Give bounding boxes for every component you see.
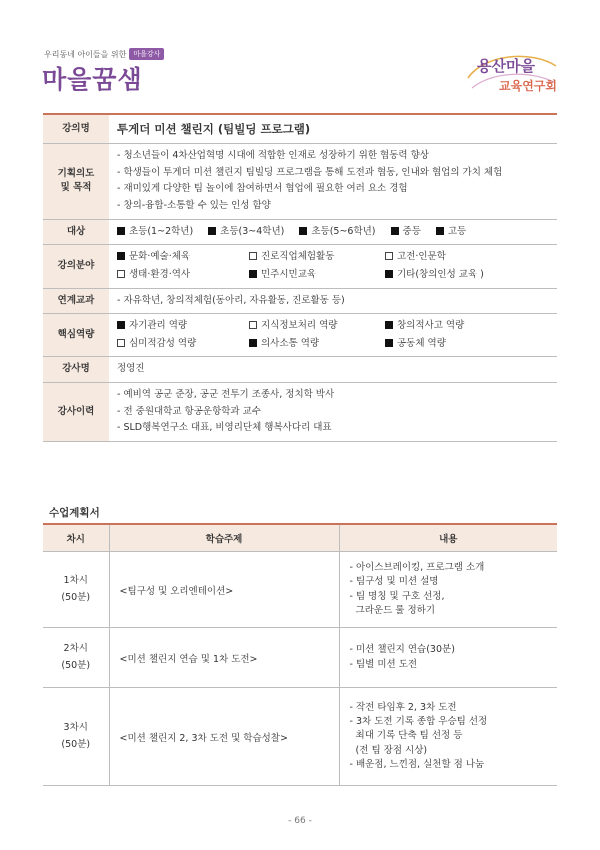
session-duration: (50분): [61, 659, 91, 671]
competency-option[interactable]: [117, 336, 249, 353]
logo-line-1: 용산마을: [477, 57, 535, 75]
checkbox-icon: [208, 227, 216, 235]
competency-option-label: 지식정보처리 역량: [261, 320, 338, 332]
content-line: - 팀 명칭 및 구호 선정,: [349, 590, 445, 602]
checkbox-icon: [391, 227, 399, 235]
checkbox-icon: [385, 321, 393, 329]
field-row: [43, 245, 557, 288]
checkbox-icon: [385, 252, 393, 260]
target-row: [43, 219, 557, 245]
field-option-label: 민주시민교육: [261, 268, 317, 280]
instructor-name: 정영진: [109, 357, 557, 383]
competency-label: 핵심역량: [43, 314, 109, 357]
table-row: [43, 552, 557, 628]
village-education-logo: [462, 48, 562, 100]
target-options: [109, 219, 557, 245]
target-option[interactable]: [436, 224, 466, 241]
column-header-topic: 학습주제: [109, 524, 339, 552]
field-options: [109, 245, 557, 288]
checkbox-icon: [117, 270, 125, 278]
target-option-label: 초등(3~4학년): [220, 225, 285, 237]
target-option-label: 초등(1~2학년): [129, 225, 194, 237]
content-line: - 작전 타임후 2, 3차 도전: [349, 701, 457, 713]
content-line: - 팀구성 및 미션 설명: [349, 576, 439, 588]
target-option[interactable]: [117, 224, 193, 241]
session-number: 1차시: [63, 574, 88, 586]
field-option[interactable]: [249, 249, 385, 266]
course-title-row: [43, 114, 557, 144]
instructor-row: [43, 357, 557, 383]
career-row: [43, 383, 557, 442]
content-line: 그라운드 룰 정하기: [349, 604, 435, 616]
content-line: - 미션 챌린지 연습(30분): [349, 644, 455, 656]
content-line: - 3차 도전 기록 종합 우승팀 선정: [349, 716, 488, 728]
header: [42, 44, 562, 104]
session-cell: [43, 688, 109, 786]
checkbox-icon: [117, 227, 125, 235]
field-option[interactable]: [117, 267, 249, 284]
column-header-session: 차시: [43, 524, 109, 552]
purpose-item: - 학생들이 투게더 미션 챌린지 팀빌딩 프로그램을 통해 도전과 협동, 인내와 협업의 가치 체험: [117, 166, 503, 178]
career-item: - 전 중원대학교 항공운항학과 교수: [117, 405, 261, 417]
field-label: 강의분야: [43, 245, 109, 288]
table-row: [43, 628, 557, 688]
checkbox-icon: [117, 339, 125, 347]
table-row: [43, 688, 557, 786]
session-cell: [43, 552, 109, 628]
header-badge: 마을강사: [129, 48, 164, 60]
checkbox-icon: [299, 227, 307, 235]
competency-option-label: 자기관리 역량: [129, 320, 188, 332]
checkbox-icon: [249, 270, 257, 278]
checkbox-icon: [385, 270, 393, 278]
content-line: 최대 기록 단축 팀 선정 등: [349, 730, 463, 742]
field-option[interactable]: [117, 249, 249, 266]
career-item: - SLD행복연구소 대표, 비영리단체 행복사다리 대표: [117, 422, 332, 434]
course-info-table: [43, 113, 557, 442]
target-option-label: 중등: [402, 225, 421, 237]
target-option[interactable]: [208, 224, 284, 241]
field-option-label: 생태·환경·역사: [129, 268, 191, 280]
target-label: 대상: [43, 219, 109, 245]
checkbox-icon: [436, 227, 444, 235]
content-line: - 팀별 미션 도전: [349, 658, 418, 670]
career-list: [109, 383, 557, 442]
checkbox-icon: [385, 339, 393, 347]
field-option-label: 진로직업체험활동: [261, 251, 335, 263]
target-option-label: 초등(5~6학년): [311, 225, 376, 237]
competency-option[interactable]: [249, 336, 385, 353]
topic-cell: <미션 챌린지 연습 및 1차 도전>: [109, 628, 339, 688]
purpose-list: [109, 144, 557, 220]
subject-row: [43, 288, 557, 314]
purpose-item: - 청소년들이 4차산업혁명 시대에 적합한 인재로 성장하기 위한 협동력 향상: [117, 150, 429, 162]
content-line: - 아이스브레이킹, 프로그램 소개: [349, 562, 485, 573]
purpose-label: [43, 144, 109, 220]
checkbox-icon: [249, 252, 257, 260]
field-option[interactable]: [385, 267, 549, 284]
competency-option-label: 창의적사고 역량: [397, 320, 465, 332]
career-label: 강사이력: [43, 383, 109, 442]
page-number: - 66 -: [288, 816, 312, 826]
content-line: - 배운점, 느낀점, 실천할 점 나눔: [349, 758, 485, 770]
purpose-item: - 재미있게 다양한 팀 놀이에 참여하면서 협업에 필요한 여러 요소 경험: [117, 183, 408, 195]
checkbox-icon: [117, 252, 125, 260]
header-title: 마을꿈샘: [42, 65, 143, 94]
session-duration: (50분): [61, 591, 91, 603]
subject-value: - 자유학년, 창의적체험(동아리, 자유활동, 진로활동 등): [109, 288, 557, 314]
header-subtitle: [44, 48, 164, 60]
field-option[interactable]: [249, 267, 385, 284]
field-option[interactable]: [385, 249, 549, 266]
session-number: 3차시: [63, 721, 88, 733]
competency-option-label: 의사소통 역량: [261, 337, 320, 349]
competency-option-label: 공동체 역량: [397, 337, 446, 349]
topic-cell: <미션 챌린지 2, 3차 도전 및 학습성찰>: [109, 688, 339, 786]
competency-option[interactable]: [117, 318, 249, 335]
target-option[interactable]: [299, 224, 375, 241]
purpose-label-line-1: 기획의도: [57, 167, 95, 179]
field-option-label: 고전·인문학: [397, 251, 446, 263]
field-option-label: 문화·예술·체육: [129, 251, 191, 263]
header-subtitle-text: 우리동네 아이들을 위한: [44, 50, 127, 59]
competency-option-label: 심미적감성 역량: [129, 337, 197, 349]
course-title: 투게더 미션 챌린지 (팀빌딩 프로그램): [109, 114, 557, 144]
competency-row: [43, 314, 557, 357]
content-cell: [339, 628, 557, 688]
instructor-label: 강사명: [43, 357, 109, 383]
competency-option[interactable]: [249, 318, 385, 335]
session-cell: [43, 628, 109, 688]
subject-label: 연계교과: [43, 288, 109, 314]
session-number: 2차시: [63, 642, 88, 654]
competency-option[interactable]: [385, 318, 549, 335]
course-title-label: 강의명: [43, 114, 109, 144]
checkbox-icon: [249, 339, 257, 347]
lesson-plan-table: [43, 523, 557, 786]
logo-line-2: 교육연구회: [499, 79, 557, 93]
content-cell: [339, 552, 557, 628]
lesson-plan-title: 수업계획서: [49, 507, 100, 519]
lesson-plan-header-row: [43, 524, 557, 552]
purpose-row: [43, 144, 557, 220]
session-duration: (50분): [61, 738, 91, 750]
purpose-item: - 창의-융합-소통할 수 있는 인성 함양: [117, 200, 271, 211]
purpose-label-line-2: 및 목적: [60, 182, 92, 194]
content-cell: [339, 688, 557, 786]
content-line: (전 팀 장점 시상): [349, 744, 428, 756]
field-option-label: 기타(창의인성 교육 ): [397, 268, 484, 280]
topic-cell: <팀구성 및 오리엔테이션>: [109, 552, 339, 628]
checkbox-icon: [249, 321, 257, 329]
checkbox-icon: [117, 321, 125, 329]
career-item: - 예비역 공군 준장, 공군 전투기 조종사, 정치학 박사: [117, 389, 335, 400]
competency-options: [109, 314, 557, 357]
target-option-label: 고등: [447, 225, 467, 237]
target-option[interactable]: [391, 224, 421, 241]
competency-option[interactable]: [385, 336, 549, 353]
column-header-content: 내용: [339, 524, 557, 552]
